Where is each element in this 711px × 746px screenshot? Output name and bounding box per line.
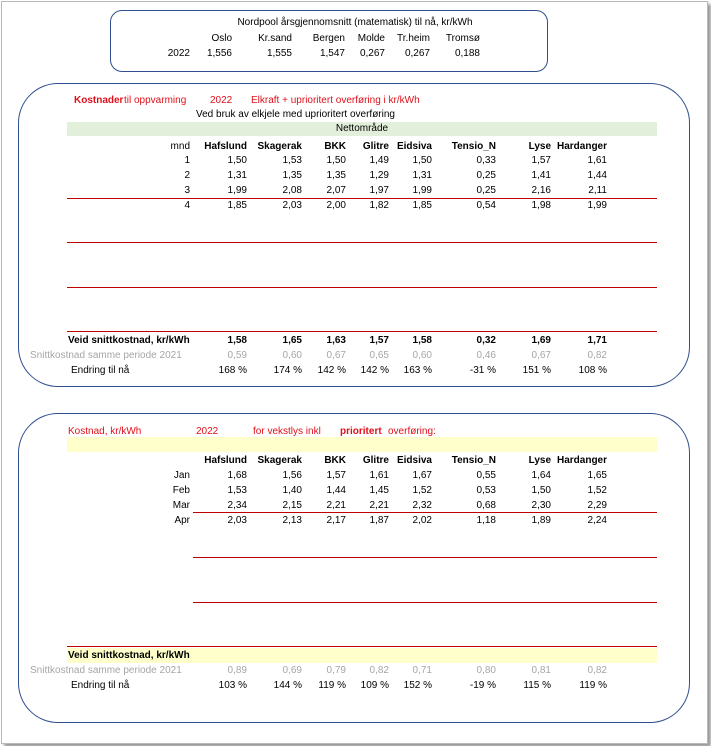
section2-col-header-1: Skagerak xyxy=(257,455,302,466)
section2-change-6: 115 % xyxy=(523,680,551,691)
section1-cell-0-4: 1,50 xyxy=(412,155,432,166)
section2-col-header-7: Hardanger xyxy=(556,455,607,466)
section2-change-label: Endring til nå xyxy=(71,680,130,691)
section2-change-0: 103 % xyxy=(218,680,247,691)
section1-prev-5: 0,46 xyxy=(476,350,496,361)
nettomrade-label: Nettområde xyxy=(335,123,389,134)
section1-change-5: -31 % xyxy=(469,365,496,376)
nordpool-city-2: Bergen xyxy=(312,33,345,44)
section2-subtitle-bold: prioritert xyxy=(340,426,382,437)
section2-row-label-3: Apr xyxy=(174,515,190,526)
section1-cell-1-5: 0,25 xyxy=(476,170,496,181)
section2-title: Kostnad, kr/kWh xyxy=(68,426,142,437)
section1-cell-1-7: 1,44 xyxy=(587,170,607,181)
section1-cell-0-6: 1,57 xyxy=(531,155,551,166)
section2-cell-3-6: 1,89 xyxy=(531,515,551,526)
nordpool-price-0: 1,556 xyxy=(206,48,232,59)
section1-cell-1-2: 1,35 xyxy=(326,170,346,181)
section1-change-2: 142 % xyxy=(317,365,346,376)
section1-prev-7: 0,82 xyxy=(587,350,607,361)
section1-cell-2-5: 0,25 xyxy=(476,185,496,196)
section1-change-label: Endring til nå xyxy=(71,365,130,376)
section1-cell-1-0: 1,31 xyxy=(227,170,247,181)
section1-row-label-1: 2 xyxy=(184,170,190,181)
section2-cell-3-0: 2,03 xyxy=(227,515,247,526)
section1-weighted-2: 1,63 xyxy=(326,335,346,346)
section2-cell-1-5: 0,53 xyxy=(476,485,496,496)
section1-cell-1-4: 1,31 xyxy=(412,170,432,181)
section2-cell-1-6: 1,50 xyxy=(531,485,551,496)
section2-change-1: 144 % xyxy=(273,680,302,691)
section2-cell-0-1: 1,56 xyxy=(282,470,302,481)
section1-col-header-2: BKK xyxy=(324,141,346,152)
section1-change-1: 174 % xyxy=(273,365,302,376)
section1-cell-3-7: 1,99 xyxy=(587,200,607,211)
section2-col-header-3: Glitre xyxy=(362,455,389,466)
section1-prev-0: 0,59 xyxy=(227,350,247,361)
section2-change-3: 109 % xyxy=(360,680,389,691)
section2-cell-2-0: 2,34 xyxy=(227,500,247,511)
section1-weighted-1: 1,65 xyxy=(282,335,302,346)
section2-cell-0-5: 0,55 xyxy=(476,470,496,481)
section1-cell-0-7: 1,61 xyxy=(587,155,607,166)
section1-cell-2-6: 2,16 xyxy=(531,185,551,196)
section2-cell-2-3: 2,21 xyxy=(369,500,389,511)
section1-row-label-2: 3 xyxy=(184,185,190,196)
section1-prev-2: 0,67 xyxy=(326,350,346,361)
section1-weighted-5: 0,32 xyxy=(476,335,496,346)
section2-cell-0-3: 1,61 xyxy=(369,470,389,481)
section1-cell-2-1: 2,08 xyxy=(282,185,302,196)
section2-cell-1-4: 1,52 xyxy=(412,485,432,496)
section2-cell-3-2: 2,17 xyxy=(326,515,346,526)
section2-cell-1-7: 1,52 xyxy=(587,485,607,496)
section2-cell-3-4: 2,02 xyxy=(412,515,432,526)
section1-year: 2022 xyxy=(210,95,233,106)
section2-prev-4: 0,71 xyxy=(412,665,432,676)
section1-cell-1-1: 1,35 xyxy=(282,170,302,181)
section1-divider-1 xyxy=(67,198,657,199)
section2-cell-2-6: 2,30 xyxy=(531,500,551,511)
section2-cell-2-5: 0,68 xyxy=(476,500,496,511)
section1-line2: Ved bruk av elkjele med uprioritert overføring xyxy=(196,109,395,120)
section2-divider-3 xyxy=(193,602,657,603)
section2-weighted-label: Veid snittkostnad, kr/kWh xyxy=(68,650,190,661)
section1-cell-3-0: 1,85 xyxy=(227,200,247,211)
section2-change-5: -19 % xyxy=(469,680,496,691)
section2-divider-2 xyxy=(193,557,657,558)
section1-divider-3 xyxy=(67,287,657,288)
section1-col-header-4: Eidsiva xyxy=(396,141,432,152)
section1-change-3: 142 % xyxy=(360,365,389,376)
nordpool-city-3: Molde xyxy=(357,33,385,44)
section2-subtitle-a: for vekstlys inkl xyxy=(253,426,321,437)
section1-cell-2-3: 1,97 xyxy=(369,185,389,196)
section2-cell-0-7: 1,65 xyxy=(587,470,607,481)
section1-col-header-0: Hafslund xyxy=(204,141,247,152)
section2-prev-7: 0,82 xyxy=(587,665,607,676)
section1-weighted-4: 1,58 xyxy=(412,335,432,346)
nordpool-title: Nordpool årsgjennomsnitt (matematisk) til nå, kr/kWh xyxy=(237,17,473,28)
section1-weighted-0: 1,58 xyxy=(227,335,247,346)
section2-cell-2-1: 2,15 xyxy=(282,500,302,511)
section1-cell-0-1: 1,53 xyxy=(282,155,302,166)
section1-col-header-3: Glitre xyxy=(362,141,389,152)
section2-yellow-band xyxy=(67,437,657,452)
section2-cell-2-4: 2,32 xyxy=(412,500,432,511)
section2-row-label-2: Mar xyxy=(172,500,190,511)
section2-cell-0-0: 1,68 xyxy=(227,470,247,481)
section2-cell-0-4: 1,67 xyxy=(412,470,432,481)
section2-prev-6: 0,81 xyxy=(531,665,551,676)
section2-prev-5: 0,80 xyxy=(476,665,496,676)
nordpool-price-3: 0,267 xyxy=(359,48,385,59)
section2-prev-3: 0,82 xyxy=(369,665,389,676)
section2-col-header-4: Eidsiva xyxy=(396,455,432,466)
nordpool-price-5: 0,188 xyxy=(454,48,480,59)
section2-cell-1-1: 1,40 xyxy=(282,485,302,496)
section1-change-4: 163 % xyxy=(403,365,432,376)
section1-cell-3-1: 2,03 xyxy=(282,200,302,211)
section1-cell-2-4: 1,99 xyxy=(412,185,432,196)
section2-subtitle-b: overføring: xyxy=(388,426,436,437)
section2-cell-0-2: 1,57 xyxy=(326,470,346,481)
section2-col-header-2: BKK xyxy=(324,455,346,466)
section1-divider-4 xyxy=(67,331,657,332)
section1-change-6: 151 % xyxy=(522,365,551,376)
section1-col-header-6: Lyse xyxy=(528,141,551,152)
section1-col-header-5: Tensio_N xyxy=(451,141,496,152)
section2-row-label-0: Jan xyxy=(173,470,190,481)
section2-prev-2: 0,79 xyxy=(326,665,346,676)
section2-col-header-6: Lyse xyxy=(528,455,551,466)
section1-cell-0-3: 1,49 xyxy=(369,155,389,166)
section1-cell-0-0: 1,50 xyxy=(227,155,247,166)
section1-row-label-3: 4 xyxy=(184,200,190,211)
section1-cell-3-4: 1,85 xyxy=(412,200,432,211)
section1-cell-0-5: 0,33 xyxy=(476,155,496,166)
section2-year: 2022 xyxy=(196,426,219,437)
nordpool-price-1: 1,555 xyxy=(266,48,292,59)
section2-cell-2-7: 2,29 xyxy=(587,500,607,511)
section2-col-header-5: Tensio_N xyxy=(451,455,496,466)
section2-cell-3-7: 2,24 xyxy=(587,515,607,526)
section2-cell-2-2: 2,21 xyxy=(326,500,346,511)
section1-cell-3-6: 1,98 xyxy=(531,200,551,211)
section1-change-7: 108 % xyxy=(578,365,607,376)
section1-divider-2 xyxy=(67,242,657,243)
section2-cell-3-5: 1,18 xyxy=(476,515,496,526)
section1-row-header: mnd xyxy=(170,141,190,152)
section1-row-label-0: 1 xyxy=(184,155,190,166)
section1-cell-2-2: 2,07 xyxy=(326,185,346,196)
section1-prev-4: 0,60 xyxy=(412,350,432,361)
section1-col-header-7: Hardanger xyxy=(556,141,607,152)
section1-weighted-3: 1,57 xyxy=(369,335,389,346)
section2-cell-1-0: 1,53 xyxy=(227,485,247,496)
section1-cell-2-0: 1,99 xyxy=(227,185,247,196)
section1-col-header-1: Skagerak xyxy=(257,141,302,152)
section1-weighted-7: 1,71 xyxy=(587,335,607,346)
section1-cell-3-2: 2,00 xyxy=(326,200,346,211)
section1-prev-3: 0,65 xyxy=(369,350,389,361)
section1-cell-0-2: 1,50 xyxy=(326,155,346,166)
section1-weighted-6: 1,69 xyxy=(531,335,551,346)
section2-prev-1: 0,69 xyxy=(282,665,302,676)
section1-prev-1: 0,60 xyxy=(282,350,302,361)
section2-prev-label: Snittkostnad samme periode 2021 xyxy=(30,665,182,676)
section2-col-header-0: Hafslund xyxy=(204,455,247,466)
nordpool-price-2: 1,547 xyxy=(319,48,345,59)
section1-subtitle: Elkraft + uprioritert overføring i kr/kWh xyxy=(251,95,420,106)
section1-prev-6: 0,67 xyxy=(531,350,551,361)
section2-change-4: 152 % xyxy=(403,680,432,691)
section2-divider-4 xyxy=(67,646,657,647)
nordpool-city-0: Oslo xyxy=(211,33,232,44)
section1-title-bold: Kostnader xyxy=(74,95,124,106)
section1-cell-1-6: 1,41 xyxy=(531,170,551,181)
section1-cell-3-3: 1,82 xyxy=(369,200,389,211)
section2-cell-0-6: 1,64 xyxy=(531,470,551,481)
section2-row-label-1: Feb xyxy=(172,485,190,496)
section1-weighted-label: Veid snittkostnad, kr/kWh xyxy=(68,335,190,346)
section1-prev-label: Snittkostnad samme periode 2021 xyxy=(30,350,182,361)
section2-cell-1-3: 1,45 xyxy=(369,485,389,496)
section2-change-7: 119 % xyxy=(579,680,607,691)
section1-change-0: 168 % xyxy=(218,365,247,376)
nordpool-city-5: Tromsø xyxy=(445,33,480,44)
section1-cell-2-7: 2,11 xyxy=(588,185,607,196)
section2-cell-1-2: 1,44 xyxy=(326,485,346,496)
nordpool-city-1: Kr.sand xyxy=(258,33,292,44)
section2-cell-3-3: 1,87 xyxy=(369,515,389,526)
section1-title-rest: til oppvarming xyxy=(124,95,187,106)
nordpool-price-4: 0,267 xyxy=(404,48,430,59)
nordpool-city-4: Tr.heim xyxy=(397,33,430,44)
section2-divider-1 xyxy=(193,512,657,513)
section2-prev-0: 0,89 xyxy=(227,665,247,676)
section1-cell-1-3: 1,29 xyxy=(369,170,389,181)
section2-change-2: 119 % xyxy=(318,680,346,691)
section1-cell-3-5: 0,54 xyxy=(476,200,496,211)
nordpool-year: 2022 xyxy=(167,48,190,59)
section2-cell-3-1: 2,13 xyxy=(282,515,302,526)
